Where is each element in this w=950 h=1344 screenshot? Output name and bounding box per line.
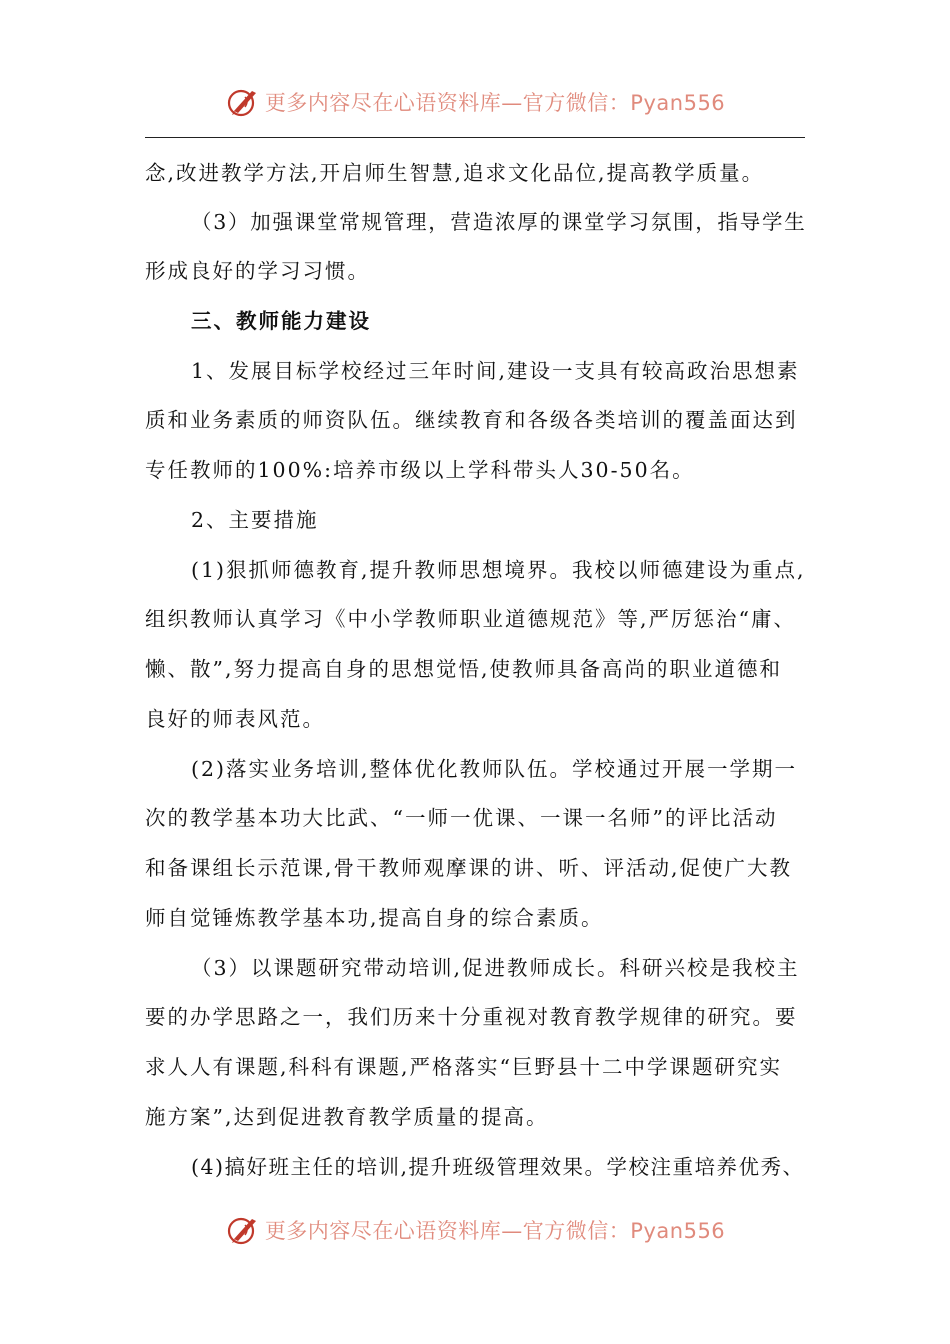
paragraph-line: (4)搞好班主任的培训,提升班级管理效果。学校注重培养优秀、 bbox=[191, 1155, 805, 1179]
paragraph-line: 次的教学基本功大比武、“一师一优课、一课一名师”的评比活动 bbox=[145, 806, 778, 830]
paragraph-line: （3）以课题研究带动培训,促进教师成长。科研兴校是我校主 bbox=[191, 956, 800, 980]
footer-watermark-text: 更多内容尽在心语资料库—官方微信：Pyan556 bbox=[264, 1219, 726, 1243]
paragraph-line: 1、发展目标学校经过三年时间,建设一支具有较高政治思想素 bbox=[191, 359, 800, 383]
header-watermark-text: 更多内容尽在心语资料库—官方微信：Pyan556 bbox=[264, 91, 726, 115]
paragraph-line: 要的办学思路之一，我们历来十分重视对教育教学规律的研究。要 bbox=[145, 1005, 798, 1029]
paragraph-line: 和备课组长示范课,骨干教师观摩课的讲、听、评活动,促使广大教 bbox=[145, 856, 793, 880]
paragraph-line: 施方案”,达到促进教育教学质量的提高。 bbox=[145, 1105, 549, 1129]
paragraph-line: 懒、散”,努力提高自身的思想觉悟,使教师具备高尚的职业道德和 bbox=[145, 657, 783, 681]
header-rule bbox=[145, 137, 805, 138]
paragraph-line: (2)落实业务培训,整体优化教师队伍。学校通过开展一学期一 bbox=[191, 757, 798, 781]
paragraph-line: 良好的师表风范。 bbox=[145, 707, 325, 731]
paragraph-line: 专任教师的100%:培养市级以上学科带头人30-50名。 bbox=[145, 458, 695, 482]
pen-logo-icon bbox=[225, 84, 261, 120]
paragraph-line: 师自觉锤炼教学基本功,提高自身的综合素质。 bbox=[145, 906, 604, 930]
section-heading: 三、教师能力建设 bbox=[191, 309, 371, 333]
paragraph-line: 求人人有课题,科科有课题,严格落实“巨野县十二中学课题研究实 bbox=[145, 1055, 783, 1079]
subsection-heading: 2、主要措施 bbox=[191, 508, 319, 532]
paragraph-line: 念,改进教学方法,开启师生智慧,追求文化品位,提高教学质量。 bbox=[145, 161, 765, 185]
paragraph-line: 组织教师认真学习《中小学教师职业道德规范》等,严厉惩治“庸、 bbox=[145, 607, 796, 631]
paragraph-line: 质和业务素质的师资队伍。继续教育和各级各类培训的覆盖面达到 bbox=[145, 408, 798, 432]
paragraph-line: (1)狠抓师德教育,提升教师思想境界。我校以师德建设为重点, bbox=[191, 558, 806, 582]
footer-watermark bbox=[0, 1210, 950, 1250]
paragraph-line: 形成良好的学习习惯。 bbox=[145, 259, 370, 283]
pen-logo-icon bbox=[225, 1212, 261, 1248]
paragraph-line: （3）加强课堂常规管理，营造浓厚的课堂学习氛围，指导学生 bbox=[191, 210, 807, 234]
header-watermark bbox=[0, 82, 950, 122]
